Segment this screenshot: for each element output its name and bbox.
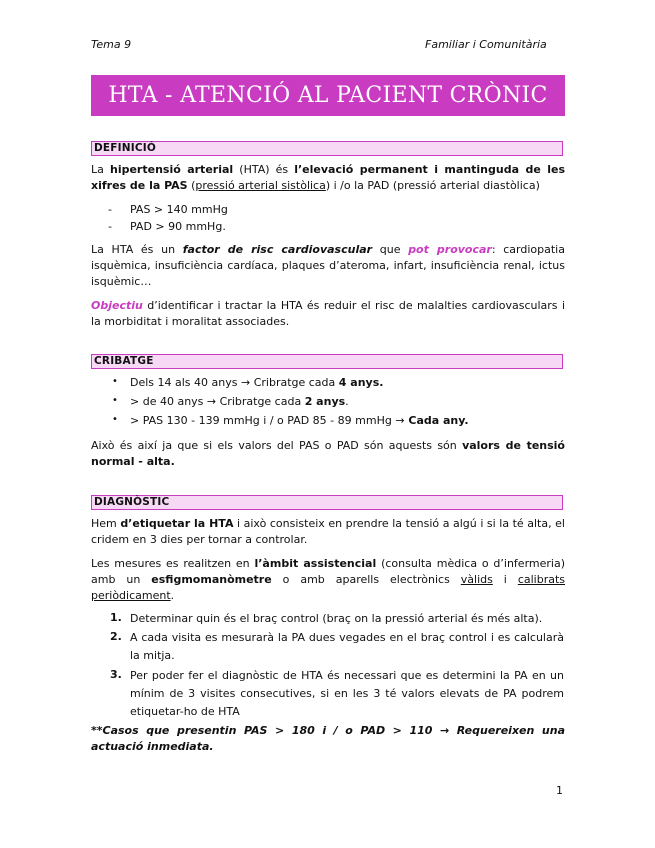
page-title: HTA - ATENCIÓ AL PACIENT CRÒNIC <box>91 75 565 116</box>
step-number: 3. <box>110 668 122 681</box>
bullet-marker: • <box>112 395 118 406</box>
dash-marker: - <box>108 203 112 216</box>
step-text: Determinar quin és el braç control (braç on la pressió arterial és més alta). <box>130 612 543 625</box>
section-heading-diagnostic: DIAGNÒSTIC <box>91 495 563 510</box>
cribatge-paragraph: Això és així ja que si els valors del PAS o PAD són aquests són valors de tensió normal - alta. <box>91 439 565 468</box>
diagnostic-paragraph-1: Hem d’etiquetar la HTA i això consisteix en prendre la tensió a algú i si la té alta, el cridem en 3 dies per tornar a controlar. <box>91 517 565 546</box>
list-item: Dels 14 als 40 anys → Cribratge cada 4 anys. <box>130 376 384 389</box>
header-left: Tema 9 <box>91 38 132 51</box>
step-number: 1. <box>110 611 122 624</box>
dash-marker: - <box>108 220 112 233</box>
list-item: > PAS 130 - 139 mmHg i / o PAD 85 - 89 mmHg → Cada any. <box>130 414 469 427</box>
step-text: A cada visita es mesurarà la PA dues vegades en el braç control i es calcularà la mitja. <box>130 631 564 662</box>
list-item: PAD > 90 mmHg. <box>130 220 226 233</box>
urgent-note: **Casos que presentin PAS > 180 i / o PAD > 110 → Requereixen una actuació inmediata. <box>91 724 565 753</box>
diagnostic-paragraph-2: Les mesures es realitzen en l’àmbit assistencial (consulta mèdica o d’infermeria) amb un esfigmomanòmetre o amb aparells electrònics vàlids i calibrats periòdicament. <box>91 557 566 602</box>
definicio-paragraph-3: Objectiu d’identificar i tractar la HTA és reduir el risc de malalties cardiovasculars i la morbiditat i moralitat associades. <box>91 299 565 328</box>
definicio-paragraph-1: La hipertensió arterial (HTA) és l’elevació permanent i mantinguda de les xifres de la PAS (pressió arterial sistòlica) i /o la PAD (pressió arterial diastòlica) <box>91 163 565 192</box>
section-heading-definicio: DEFINICIÓ <box>91 141 563 156</box>
bullet-marker: • <box>112 376 118 387</box>
list-item: PAS > 140 mmHg <box>130 203 228 216</box>
definicio-paragraph-2: La HTA és un factor de risc cardiovascular que pot provocar: cardiopatia isquèmica, insuficiència cardíaca, plaques d’ateroma, infart, insuficiència renal, ictus isquèmic… <box>91 243 565 288</box>
step-text: Per poder fer el diagnòstic de HTA és necessari que es determini la PA en un mínim de 3 visites consecutives, si en les 3 té valors elevats de PA podrem etiquetar-ho de HTA <box>130 669 564 718</box>
step-number: 2. <box>110 630 122 643</box>
bullet-marker: • <box>112 414 118 425</box>
page-number: 1 <box>556 784 563 797</box>
header-right: Familiar i Comunitària <box>425 38 547 51</box>
section-heading-cribatge: CRIBATGE <box>91 354 563 369</box>
list-item: > de 40 anys → Cribratge cada 2 anys. <box>130 395 349 408</box>
